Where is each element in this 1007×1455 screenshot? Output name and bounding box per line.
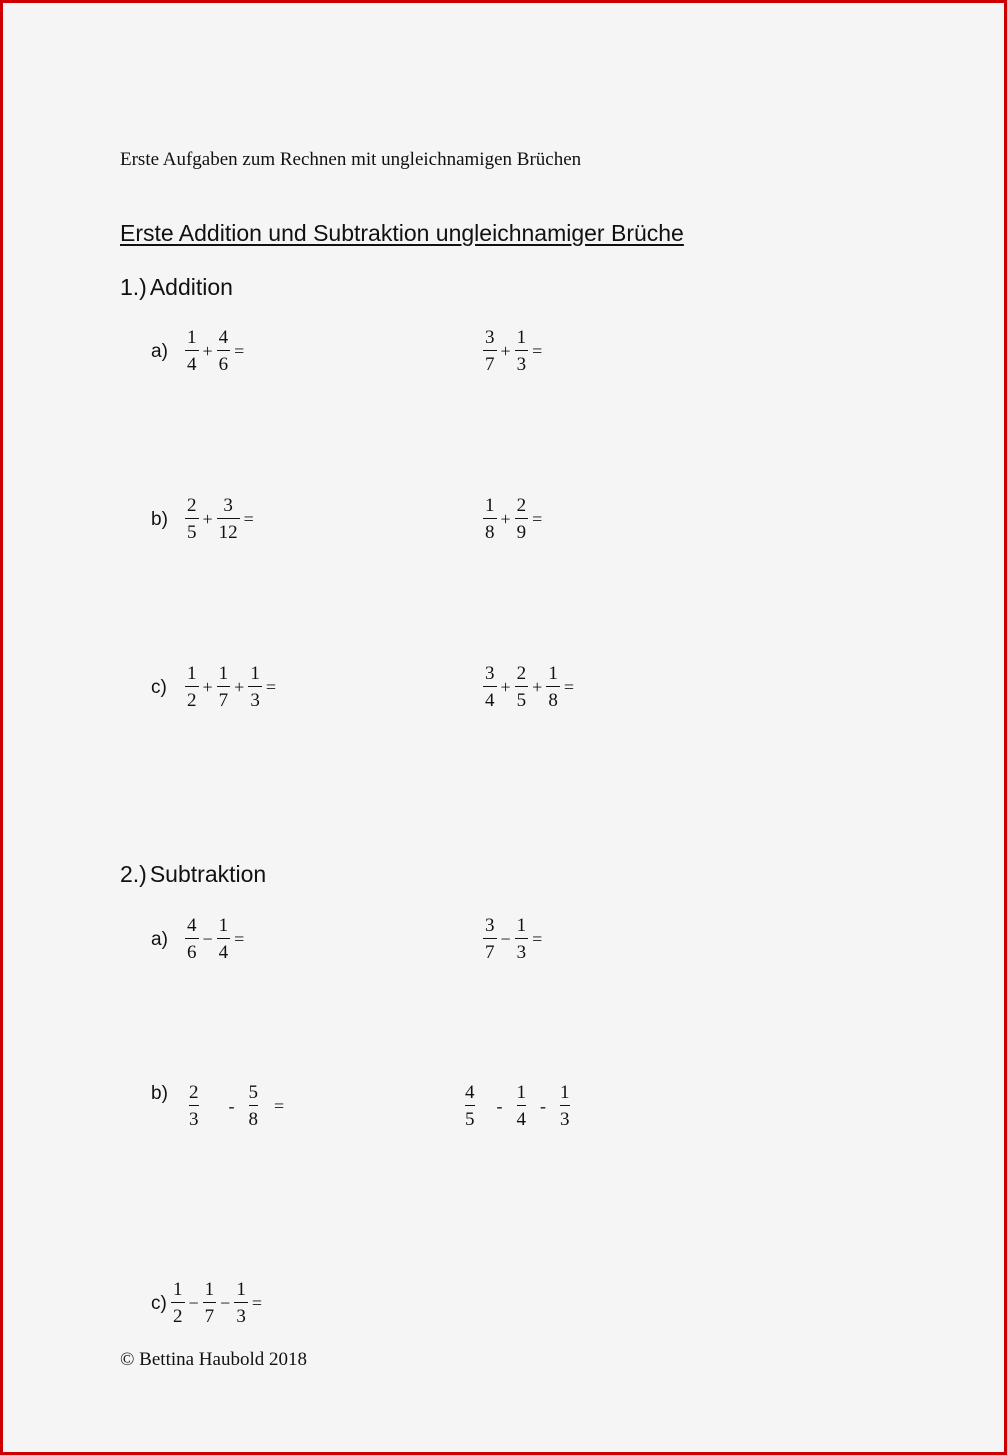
equals-sign: = [234,928,245,949]
fraction: $\frac{1}{8}$ [548,663,558,711]
fraction: $\frac{1}{7}$ [204,1279,215,1327]
fraction: $\frac{2}{5}$ [187,495,197,543]
fraction: $\frac{4}{6}$ [187,915,197,963]
fraction: $\frac{1}{8}$ [485,495,495,543]
equals-sign: = [532,340,543,361]
exercise-2b-right [459,1083,576,1129]
item-label: b) [151,1083,168,1104]
fraction: $\frac{3}{7}$ [485,327,495,375]
exercise-1a-left [183,328,246,374]
equals-sign: = [265,676,276,697]
operator: + [234,676,245,697]
fraction: $\frac{1}{4}$ [516,1082,526,1130]
fraction: $\frac{1}{4}$ [187,327,197,375]
operator: - [540,1095,546,1116]
exercise-2a-right [481,916,544,962]
fraction: $\frac{2}{5}$ [516,663,527,711]
fraction: $\frac{3}{12}$ [218,495,238,543]
equals-sign: = [532,928,543,949]
fraction: $\frac{2}{3}$ [189,1082,199,1130]
item-label: c) [151,677,167,698]
section-title: Subtraktion [149,861,267,887]
exercise-2a-left [183,916,246,962]
operator: − [202,928,213,949]
fraction: $\frac{3}{4}$ [485,663,495,711]
exercise-2c-left [169,1280,264,1326]
operator: + [202,676,213,697]
equals-sign: = [234,340,245,361]
exercise-2b-left [183,1083,286,1129]
exercise-1a-right [481,328,544,374]
fraction: $\frac{1}{2}$ [173,1279,183,1327]
fraction: $\frac{1}{2}$ [187,663,197,711]
equals-sign: = [243,508,254,529]
fraction: $\frac{1}{3}$ [236,1279,246,1327]
fraction: $\frac{1}{7}$ [218,663,229,711]
fraction: $\frac{2}{9}$ [516,495,527,543]
item-label: c) [151,1293,167,1314]
fraction: $\frac{3}{7}$ [485,915,495,963]
operator: + [532,676,543,697]
fraction: $\frac{4}{5}$ [465,1082,475,1130]
fraction: $\frac{4}{6}$ [218,327,229,375]
equals-sign: = [563,676,574,697]
item-label: a) [151,341,168,362]
section-subtraction-heading [120,861,266,888]
operator: + [500,340,511,361]
exercise-1c-right [481,664,576,710]
fraction: $\frac{1}{3}$ [516,915,527,963]
section-number: 1.) [120,274,147,300]
document-title: Erste Aufgaben zum Rechnen mit ungleichnamigen Brüchen [120,149,582,170]
exercise-1b-right [481,496,544,542]
section-addition-heading [120,274,233,301]
operator: + [500,676,511,697]
operator: - [496,1095,503,1116]
operator: − [188,1292,199,1313]
main-heading: Erste Addition und Subtraktion ungleichnamiger Brüche [120,220,684,246]
exercise-1b-left [183,496,256,542]
section-title: Addition [149,274,233,300]
operator: − [500,928,511,949]
item-label: a) [151,929,168,950]
section-number: 2.) [120,861,147,887]
equals-sign: = [532,508,543,529]
operator: + [500,508,511,529]
operator: + [202,340,213,361]
copyright-footer: © Bettina Haubold 2018 [120,1349,307,1370]
operator: − [220,1292,231,1313]
fraction: $\frac{5}{8}$ [248,1082,258,1130]
fraction: $\frac{1}{3}$ [516,327,527,375]
item-label: b) [151,509,168,530]
equals-sign: = [251,1292,262,1313]
fraction: $\frac{1}{4}$ [218,915,229,963]
exercise-1c-left [183,664,278,710]
fraction: $\frac{1}{3}$ [250,663,260,711]
operator: - [228,1095,235,1116]
equals-sign: = [274,1095,285,1116]
fraction: $\frac{1}{3}$ [560,1082,570,1130]
operator: + [202,508,213,529]
